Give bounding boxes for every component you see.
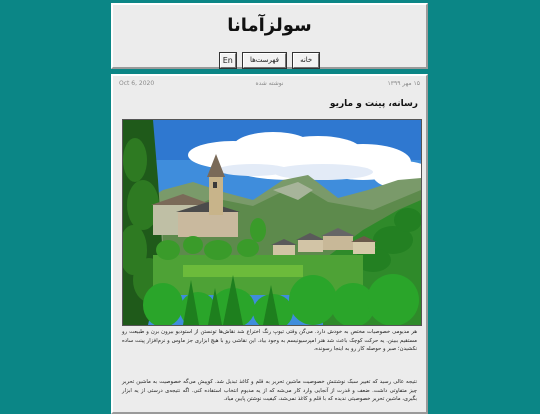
post-date-persian: ۱۵ مهر ۱۳۹۹ — [387, 80, 420, 87]
post-paragraph: هر مدیومی خصوصیات مختص به خودش دارد. می‌گن وقتی تیوپ رنگ اختراع شد نقاش‌ها تونستن از استودیو بیرون برن و طبیعت رو مستقیم ببینن. یه حرکت کوچک باعث شد هنر امپرسیونیسم به وجود بیاد. این نقاشی رو با هیچ ابزاری جز ماوس و نرم‌افزار پینت ساده نکشیدن؛ صبر و حوصله کار رو به اینجا رسونده. — [122, 329, 417, 353]
language-button[interactable]: En — [220, 53, 236, 68]
site-header — [111, 3, 428, 69]
post-meta — [119, 80, 420, 90]
post-author: نوشته شده — [255, 80, 284, 87]
post-date-gregorian: Oct 6, 2020 — [119, 80, 155, 87]
main-nav — [113, 50, 426, 69]
home-button[interactable]: خانه — [293, 53, 319, 68]
post-title[interactable]: رسانه، پینت و ماریو — [329, 99, 418, 109]
site-title[interactable]: سولزآمانا — [227, 15, 312, 36]
post-article — [111, 74, 428, 414]
lists-button[interactable]: فهرست‌ها — [243, 53, 286, 68]
post-paragraph: نتیجه عالی رسید که تغییر سبک نوشتنش خصوصیت ماشین تحریر به قلم و کاغذ تبدیل شد. کوپیش می‌گه خصوصیت به ماشین تحریر چیز متفاوتی داشت. ضعف و قدرت از آنجایی وارد کار می‌شه که از یه مدیوم انتخاب استفاده کنی. اگه نتیجه‌ی درستی از یه ابزار بگیری، ماشین تحریر خصوصیتی ندیده که با قلم و کاغذ نمی‌شد، کیفیت نوشتن پایین میاد. — [122, 379, 417, 403]
post-painting-image — [122, 119, 422, 326]
